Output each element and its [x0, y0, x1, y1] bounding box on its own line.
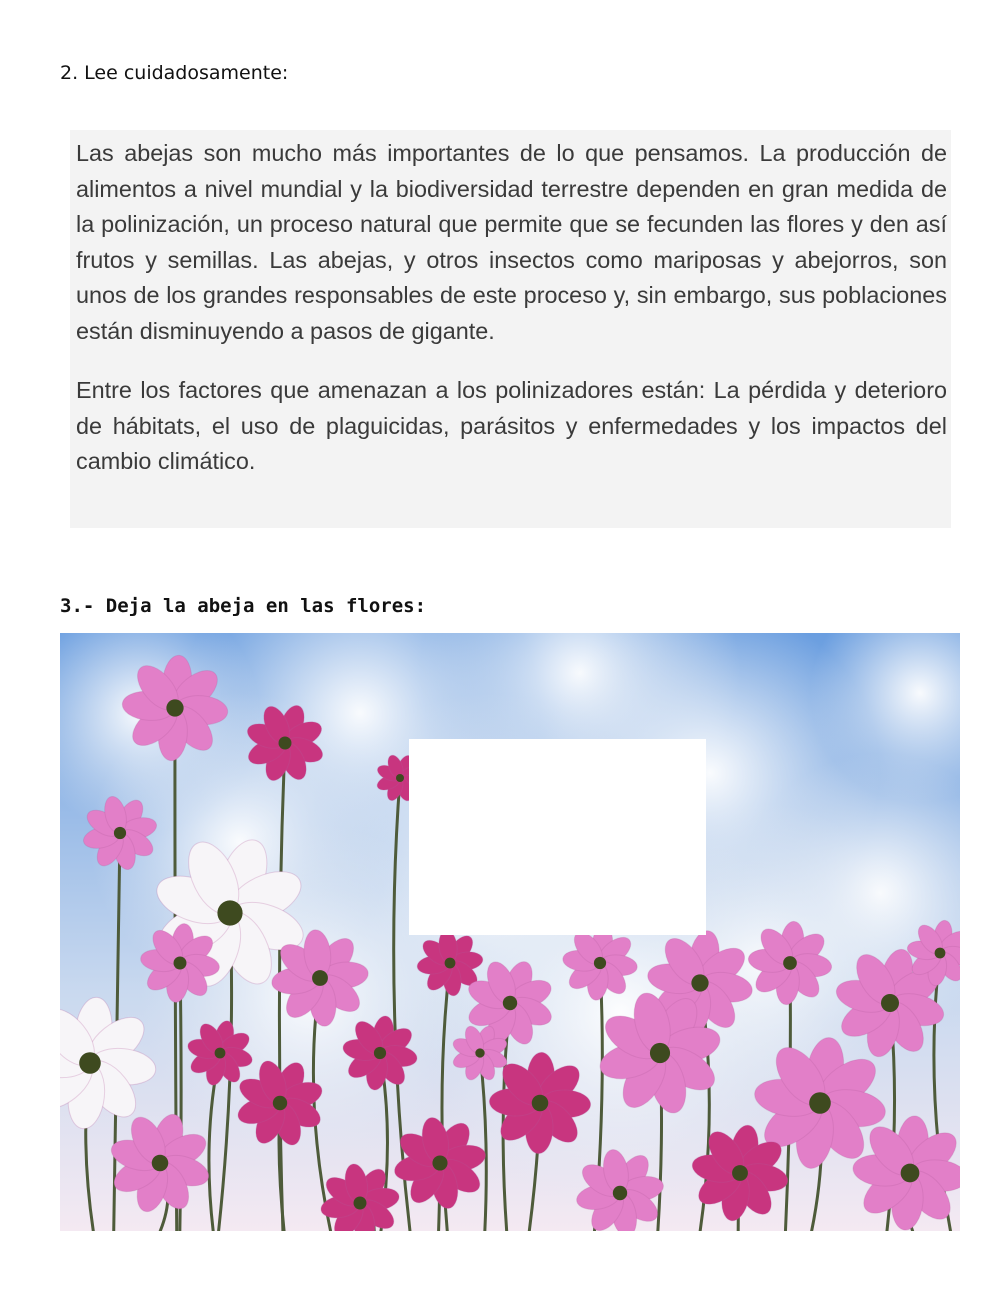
flower-center — [532, 1095, 549, 1112]
flower-center — [374, 1047, 386, 1059]
reading-paragraph-1: Las abejas son mucho más importantes de lo que pensamos. La producción de alimentos a nivel mundial y la biodiversidad terrestre dependen en gran medida de la polinización, un proceso natural que permite que se fecunden las flores y den así frutos y semillas. Las abejas, y otros insectos como mariposas y abejorros, son unos de los grandes responsables de este proceso y, sin embargo, sus poblaciones están disminuyendo a pasos de gigante. — [76, 140, 947, 344]
flower-center — [503, 996, 517, 1010]
flower-center — [650, 1043, 670, 1063]
flower-center — [312, 970, 328, 986]
flower-center — [215, 1048, 226, 1059]
flower-center — [354, 1197, 367, 1210]
flower-center — [901, 1164, 920, 1183]
flower-center — [594, 957, 606, 969]
flower-center — [273, 1096, 287, 1110]
flower-center — [691, 974, 708, 991]
flower-center — [279, 737, 292, 750]
flower-center — [783, 956, 797, 970]
flower-center — [935, 948, 946, 959]
flower-center — [432, 1155, 447, 1170]
flower-center — [809, 1092, 831, 1114]
flower-field-image — [60, 633, 960, 1231]
reading-paragraph-2: Entre los factores que amenazan a los polinizadores están: La pérdida y deterioro de hábitats, el uso de plaguicidas, parásitos y enfermedades y los impactos del cambio climático. — [76, 377, 947, 474]
flower-center — [152, 1155, 169, 1172]
flower-center — [114, 827, 126, 839]
flower-center — [396, 774, 404, 782]
flower-center — [613, 1186, 627, 1200]
cosmos-flower — [489, 1052, 591, 1154]
question-3-heading: 3.- Deja la abeja en las flores: — [60, 595, 427, 617]
bee-drop-zone[interactable] — [409, 739, 706, 935]
question-2-heading: 2. Lee cuidadosamente: — [60, 62, 289, 84]
flower-center — [881, 994, 899, 1012]
flower-center — [166, 699, 183, 716]
flower-center — [79, 1052, 101, 1074]
reading-passage — [70, 130, 951, 528]
flower-center — [217, 900, 242, 925]
flower-center — [174, 957, 187, 970]
flower-center — [445, 958, 456, 969]
flower-center — [732, 1165, 748, 1181]
flower-center — [475, 1048, 484, 1057]
